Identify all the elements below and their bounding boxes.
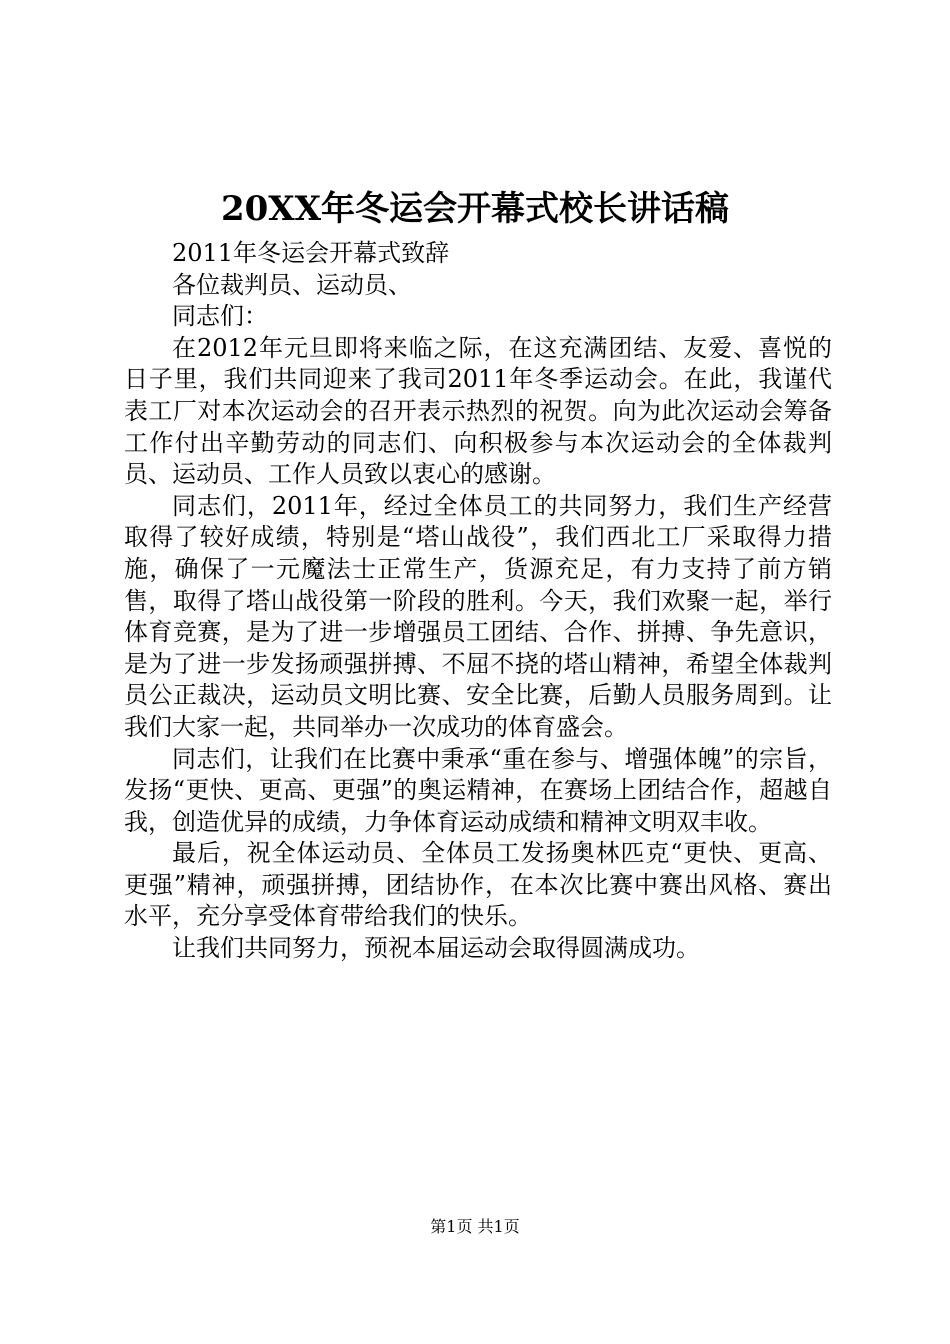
closing-paragraph: 让我们共同努力，预祝本届运动会取得圆满成功。	[172, 934, 700, 963]
document-title: 20XX年冬运会开幕式校长讲话稿	[220, 189, 730, 229]
salutation-line: 同志们：	[172, 302, 268, 331]
document-body	[124, 238, 832, 965]
body-paragraph: 同志们，2011年，经过全体员工的共同努力，我们生产经营取得了较好成绩，特别是“塔山战役”，我们西北工厂采取得力措施，确保了一元魔法士正常生产，货源充足，有力支持了前方销售，取得了塔山战役第一阶段的胜利。今天，我们欢聚一起，举行体育竞赛，是为了进一步增强员工团结、合作、拼搏、争先意识，是为了进一步发扬顽强拼搏、不屈不挠的塔山精神，希望全体裁判员公正裁决，运动员文明比赛、安全比赛，后勤人员服务周到。让我们大家一起，共同举办一次成功的体育盛会。	[124, 491, 832, 741]
body-paragraph: 在2012年元旦即将来临之际，在这充满团结、友爱、喜悦的日子里，我们共同迎来了我司2011年冬季运动会。在此，我谨代表工厂对本次运动会的召开表示热烈的祝贺。向为此次运动会筹备工作付出辛勤劳动的同志们、向积极参与本次运动会的全体裁判员、运动员、工作人员致以衷心的感谢。	[124, 333, 832, 489]
body-paragraph: 同志们，让我们在比赛中秉承“重在参与、增强体魄”的宗旨，发扬“更快、更高、更强”的奥运精神，在赛场上团结合作，超越自我，创造优异的成绩，力争体育运动成绩和精神文明双丰收。	[124, 744, 832, 836]
subtitle-paragraph: 2011年冬运会开幕式致辞	[172, 239, 450, 267]
salutation-line: 各位裁判员、运动员、	[172, 270, 412, 299]
page-footer: 第1页 共1页	[430, 1217, 520, 1236]
body-paragraph: 最后，祝全体运动员、全体员工发扬奥林匹克“更快、更高、更强”精神，顽强拼搏，团结协作，在本次比赛中赛出风格、赛出水平，充分享受体育带给我们的快乐。	[124, 839, 832, 931]
